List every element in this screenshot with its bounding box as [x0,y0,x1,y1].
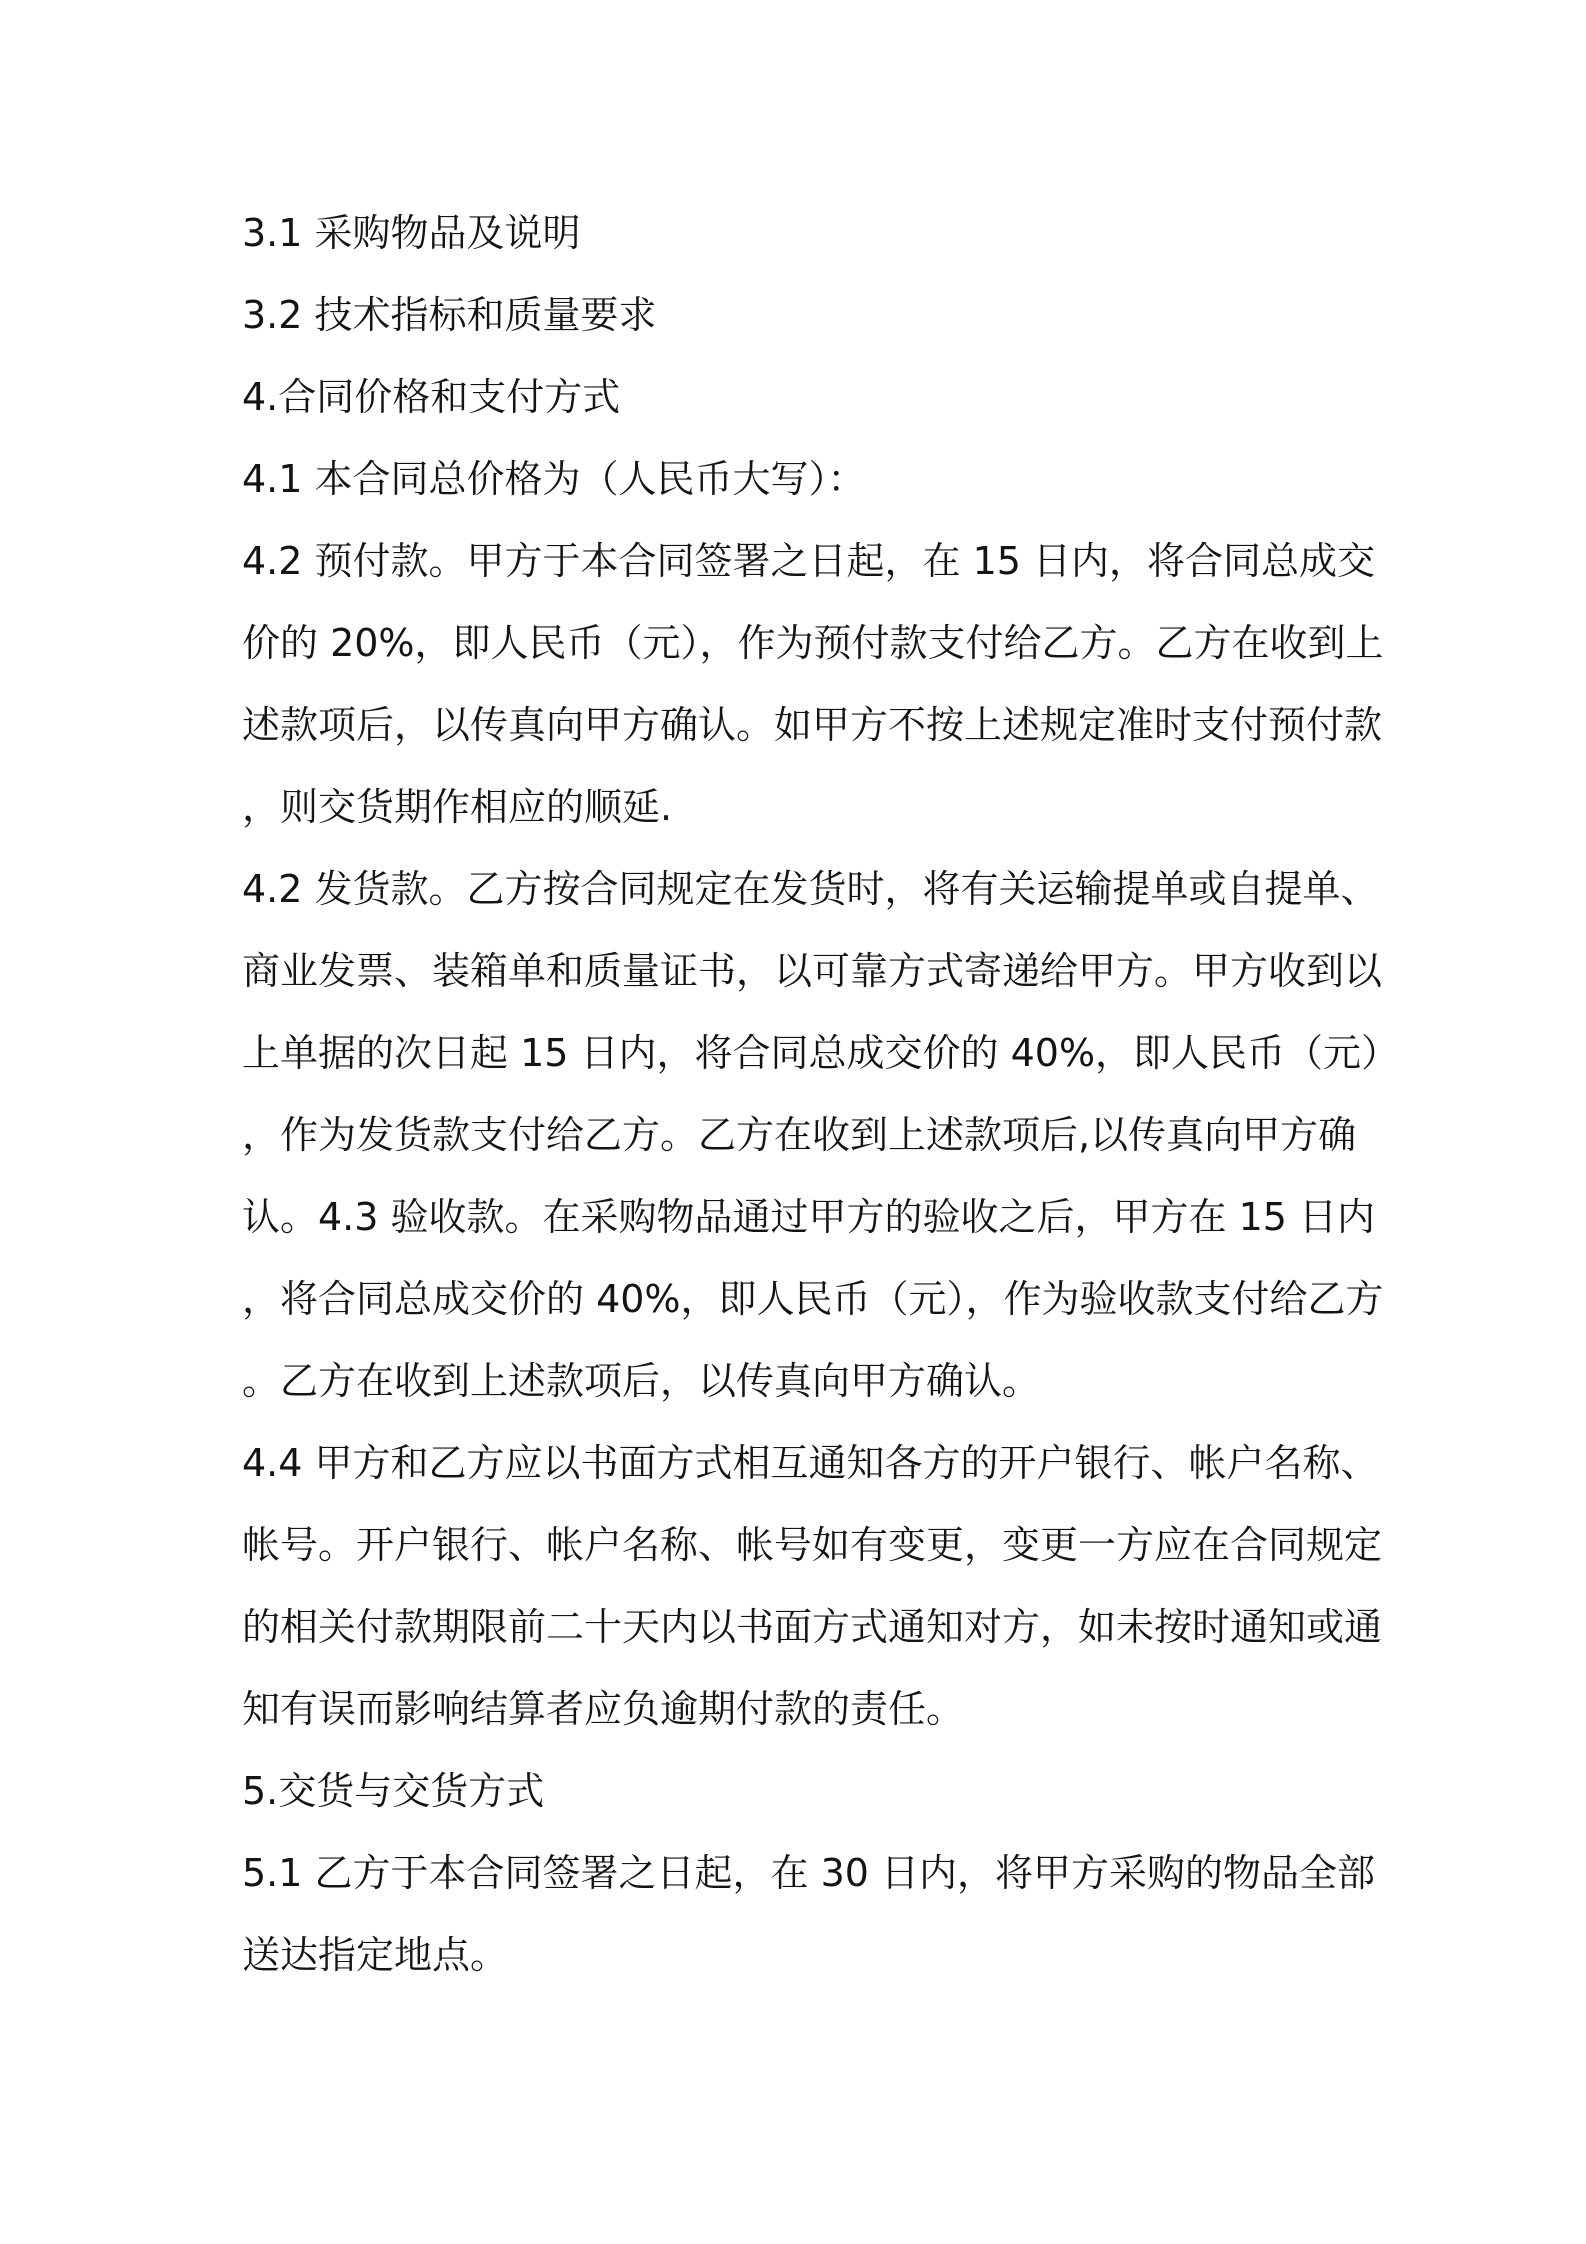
clause-4-3-acceptance-line-3: 。乙方在收到上述款项后，以传真向甲方确认。 [242,1359,1041,1403]
clause-4-2-shipment-line-1: 4.2 发货款。乙方按合同规定在发货时，将有关运输提单或自提单、 [242,867,1379,911]
clause-4-3-acceptance-line-1: 认。4.3 验收款。在采购物品通过甲方的验收之后，甲方在 15 日内 [242,1195,1376,1239]
clause-4-2-prepayment-line-1: 4.2 预付款。甲方于本合同签署之日起，在 15 日内，将合同总成交 [242,539,1376,583]
document-body [242,192,1400,1996]
clause-4-2-prepayment-line-4: ，则交货期作相应的顺延. [242,785,673,829]
clause-4-4-line-1: 4.4 甲方和乙方应以书面方式相互通知各方的开户银行、帐户名称、 [242,1441,1379,1485]
clause-4-2-shipment-line-4: ，作为发货款支付给乙方。乙方在收到上述款项后,以传真向甲方确 [242,1113,1357,1157]
heading-3-1: 3.1 采购物品及说明 [242,211,581,255]
heading-3-2: 3.2 技术指标和质量要求 [242,293,657,337]
clause-4-4-line-4: 知有误而影响结算者应负逾期付款的责任。 [242,1687,965,1731]
clause-5-1-line-2: 送达指定地点。 [242,1933,509,1977]
clause-4-2-shipment-line-3: 上单据的次日起 15 日内，将合同总成交价的 40%，即人民币（元） [242,1031,1400,1075]
clause-4-2-shipment-line-2: 商业发票、装箱单和质量证书，以可靠方式寄递给甲方。甲方收到以 [242,949,1383,993]
clause-4-4-line-2: 帐号。开户银行、帐户名称、帐号如有变更，变更一方应在合同规定 [242,1523,1383,1567]
clause-4-2-prepayment-line-3: 述款项后，以传真向甲方确认。如甲方不按上述规定准时支付预付款 [242,703,1383,747]
clause-4-1: 4.1 本合同总价格为（人民币大写）： [242,457,866,501]
clause-4-3-acceptance-line-2: ，将合同总成交价的 40%，即人民币（元），作为验收款支付给乙方 [242,1277,1384,1321]
clause-4-4-line-3: 的相关付款期限前二十天内以书面方式通知对方，如未按时通知或通 [242,1605,1383,1649]
clause-4-2-prepayment-line-2: 价的 20%，即人民币（元），作为预付款支付给乙方。乙方在收到上 [242,621,1384,665]
clause-5-1-line-1: 5.1 乙方于本合同签署之日起，在 30 日内，将甲方采购的物品全部 [242,1851,1376,1895]
section-heading-4: 4.合同价格和支付方式 [242,375,621,419]
section-heading-5: 5.交货与交货方式 [242,1769,545,1813]
